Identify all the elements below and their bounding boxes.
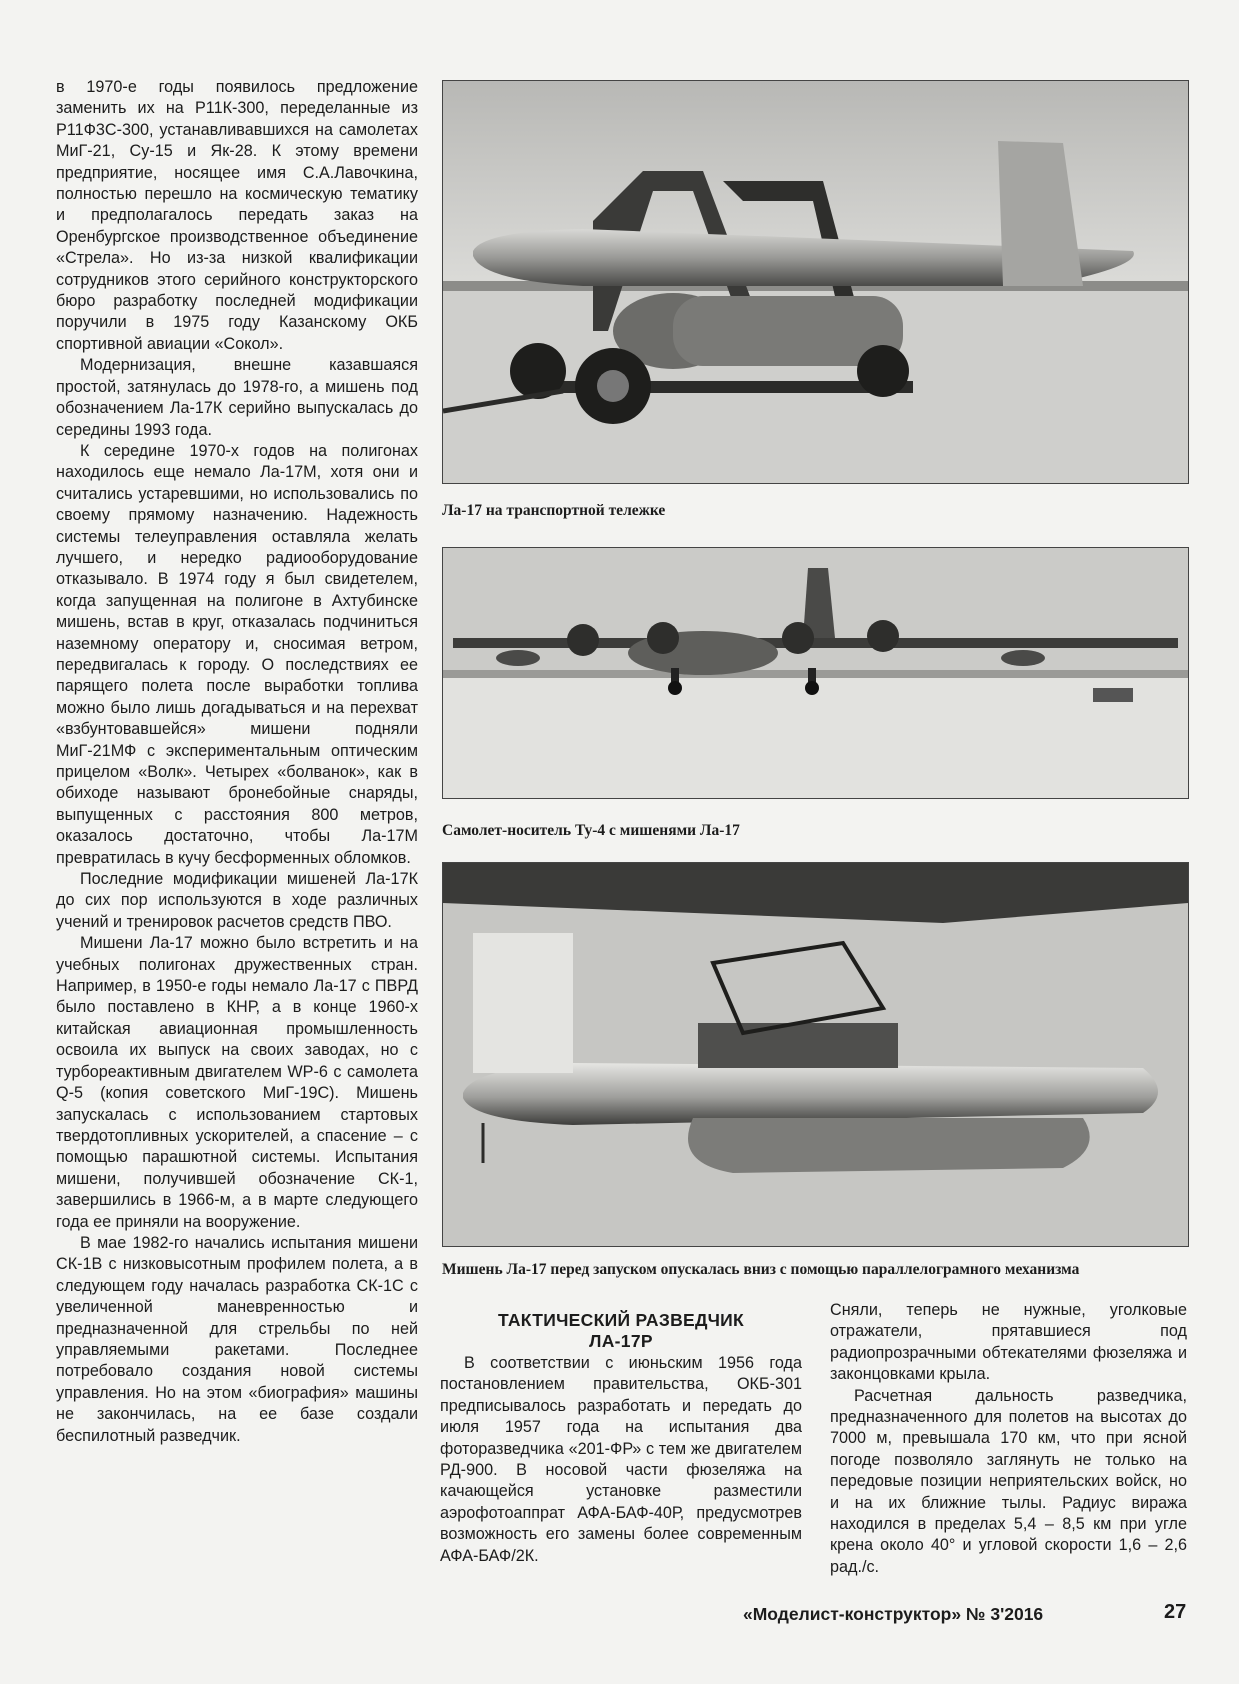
figure-caption: Мишень Ла-17 перед запуском опускалась вниз с помощью параллелограмного механизма [442,1261,1080,1278]
paragraph: К середине 1970-х годов на полигонах находилось еще немало Ла-17М, хотя они и считались устаревшими, но использовались по своему прямому назначению. Надежность системы телеуправления оставляла желать лучшего, и нередко радиооборудование отказывало. В 1974 году я был свидетелем, когда запущенная на полигоне в Ахтубинске мишень, встав в круг, отказалась подчиниться наземному оператору и, сносимая ветром, передвигалась к городу. О последствиях ее парящего полета после выработки топлива можно было лишь догадываться и на перехват «взбунтовавшейся» мишени подняли МиГ-21МФ с экспериментальным оптическим прицелом «Волк». Четырех «болванок», как в обиходе называют бронебойные снаряды, выпущенных с расстояния 800 метров, оказалось достаточно, чтобы Ла-17М превратилась в кучу бесформенных обломков. [56,441,418,867]
paragraph: В соответствии с июньским 1956 года постановлением правительства, ОКБ-301 предписывалось разработать и передать до июля 1957 года на испытания два фоторазведчика «201-ФР» с тем же двигателем РД-900. В носовой части фюзеляжа на качающейся установке разместили аэрофотоаппрат АФА-БАФ-40Р, предусмотрев возможность его замены более современным АФА-БАФ/2К. [440,1354,802,1565]
paragraph: Мишени Ла-17 можно было встретить и на учебных полигонах дружественных стран. Например, в 1950-е годы немало Ла-17 с ПВРД было поставлено в КНР, а в конце 1960-х китайская авиационная промышленность освоила их выпуск на своих заводах, но с турбореактивным двигателем WP-6 с самолета Q-5 (копия советского МиГ-19С). Мишень запускалась с использованием стартовых твердотопливных ускорителей, а спасение – с помощью парашютной системы. Испытания мишени, получившей обозначение СК-1, завершились в 1966-м, а в марте следующего года ее приняли на вооружение. [56,934,418,1231]
paragraph: Расчетная дальность разведчика, предназначенного для полетов на высотах до 7000 м, превышала 170 км, что при ясной погоде позволяло заглянуть не только на передовые позиции неприятельских войск, но и на их ближние тылы. Радиус виража находился в пределах 5,4 – 8,5 км при угле крена около 40° и угловой скорости 1,6 – 2,6 рад./с. [830,1386,1187,1576]
paragraph: Сняли, теперь не нужные, уголковые отражатели, прятавшиеся под радиопрозрачными обтекателями фюзеляжа и законцовками крыла. [830,1301,1187,1384]
figure-caption: Самолет-носитель Ту-4 с мишенями Ла-17 [442,822,740,839]
paragraph: Последние модификации мишеней Ла-17К до сих пор используются в ходе различных учений и тренировок расчетов средств ПВО. [56,870,418,931]
figure-caption: Ла-17 на транспортной тележке [442,502,666,519]
paragraph: В мае 1982-го начались испытания мишени СК-1В с низковысотным профилем полета, а в следующем году началась разработка СК-1С с увеличенной маневренностью и предназначенной для стрельбы по ней управляемыми ракетами. Последнее потребовало создания новой системы управления. Но на этом «биография» машины не закончилась, на ее базе создали беспилотный разведчик. [56,1233,418,1445]
page-number: 27 [1164,1601,1187,1623]
photo-la17-parallelogram-launch [442,862,1189,1247]
paragraph: Модернизация, внешне казавшаяся простой, затянулась до 1978-го, а мишень под обозначением Ла-17К серийно выпускалась до середины 1993 года. [56,356,418,439]
journal-footer: «Моделист-конструктор» № 3'2016 [743,1604,1044,1624]
section-title-line: ЛА-17Р [589,1331,653,1351]
section-title-line: ТАКТИЧЕСКИЙ РАЗВЕДЧИК [497,1310,745,1330]
section-title [440,1310,802,1352]
photo-la17-on-trolley [442,80,1189,484]
paragraph: в 1970-е годы появилось предложение заменить их на Р11К-300, переделанные из Р11Ф3С-300, устанавливавшихся на самолетах МиГ-21, Су-15 и Як-28. К этому времени предприятие, носящее имя С.А.Лавочкина, полностью перешло на космическую тематику и предполагалось передать заказ на Оренбургское производственное объединение «Стрела». Но из-за низкой квалификации сотрудников этого серийного конструкторского бюро разработку последней модификации поручили в 1975 году Казанскому ОКБ спортивной авиации «Сокол». [56,78,418,353]
middle-text-column [440,1353,802,1567]
left-text-column [56,77,418,1447]
right-text-column [830,1300,1187,1578]
photo-tu4-carrier [442,547,1189,799]
